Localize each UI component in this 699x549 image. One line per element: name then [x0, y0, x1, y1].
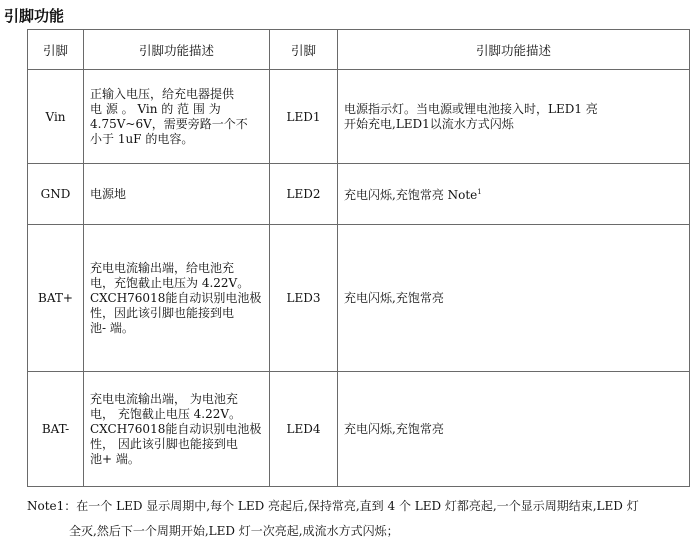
table-row — [28, 372, 690, 487]
pin-name: BAT+ — [28, 225, 84, 372]
note-reference: 1 — [477, 188, 482, 196]
pin-description: 充电电流输出端，给电池充 电，充饱截止电压为 4.22V。 CXCH76018能自动识别电池极 性，因此该引脚也能接到电 池- 端。 — [84, 225, 270, 372]
table-header-row — [28, 30, 690, 70]
footnote — [27, 494, 695, 544]
pin-name: LED3 — [270, 225, 338, 372]
pin-description — [338, 164, 690, 225]
led2-description-text: 充电闪烁,充饱常亮 Note — [344, 188, 478, 202]
footnote-line-2: 全灭,然后下一个周期开始,LED 灯一次亮起,成流水方式闪烁； — [69, 524, 399, 538]
header-pin: 引脚 — [270, 30, 338, 70]
pin-name: LED1 — [270, 70, 338, 164]
section-title: 引脚功能 — [4, 7, 65, 25]
header-description: 引脚功能描述 — [338, 30, 690, 70]
pin-name: LED2 — [270, 164, 338, 225]
pin-description: 电源地 — [84, 164, 270, 225]
pin-description: 充电电流输出端， 为电池充 电， 充饱截止电压 4.22V。 CXCH76018能自动识别电池极 性， 因此该引脚也能接到电 池+ 端。 — [84, 372, 270, 487]
table-row — [28, 70, 690, 164]
pin-function-table — [27, 29, 690, 487]
header-pin: 引脚 — [28, 30, 84, 70]
pin-description: 充电闪烁,充饱常亮 — [338, 225, 690, 372]
pin-name: Vin — [28, 70, 84, 164]
pin-description: 正输入电压，给充电器提供 电 源 。 Vin 的 范 围 为 4.75V~6V，需要旁路一个不 小于 1uF 的电容。 — [84, 70, 270, 164]
pin-name: GND — [28, 164, 84, 225]
footnote-line-1: Note1：在一个 LED 显示周期中,每个 LED 亮起后,保持常亮,直到 4 个 LED 灯都亮起,一个显示周期结束,LED 灯 — [27, 499, 639, 513]
pin-description: 电源指示灯。当电源或锂电池接入时，LED1 亮 开始充电,LED1以流水方式闪烁 — [338, 70, 690, 164]
pin-name: BAT- — [28, 372, 84, 487]
table-row — [28, 164, 690, 225]
pin-name: LED4 — [270, 372, 338, 487]
header-description: 引脚功能描述 — [84, 30, 270, 70]
pin-description: 充电闪烁,充饱常亮 — [338, 372, 690, 487]
table-row — [28, 225, 690, 372]
